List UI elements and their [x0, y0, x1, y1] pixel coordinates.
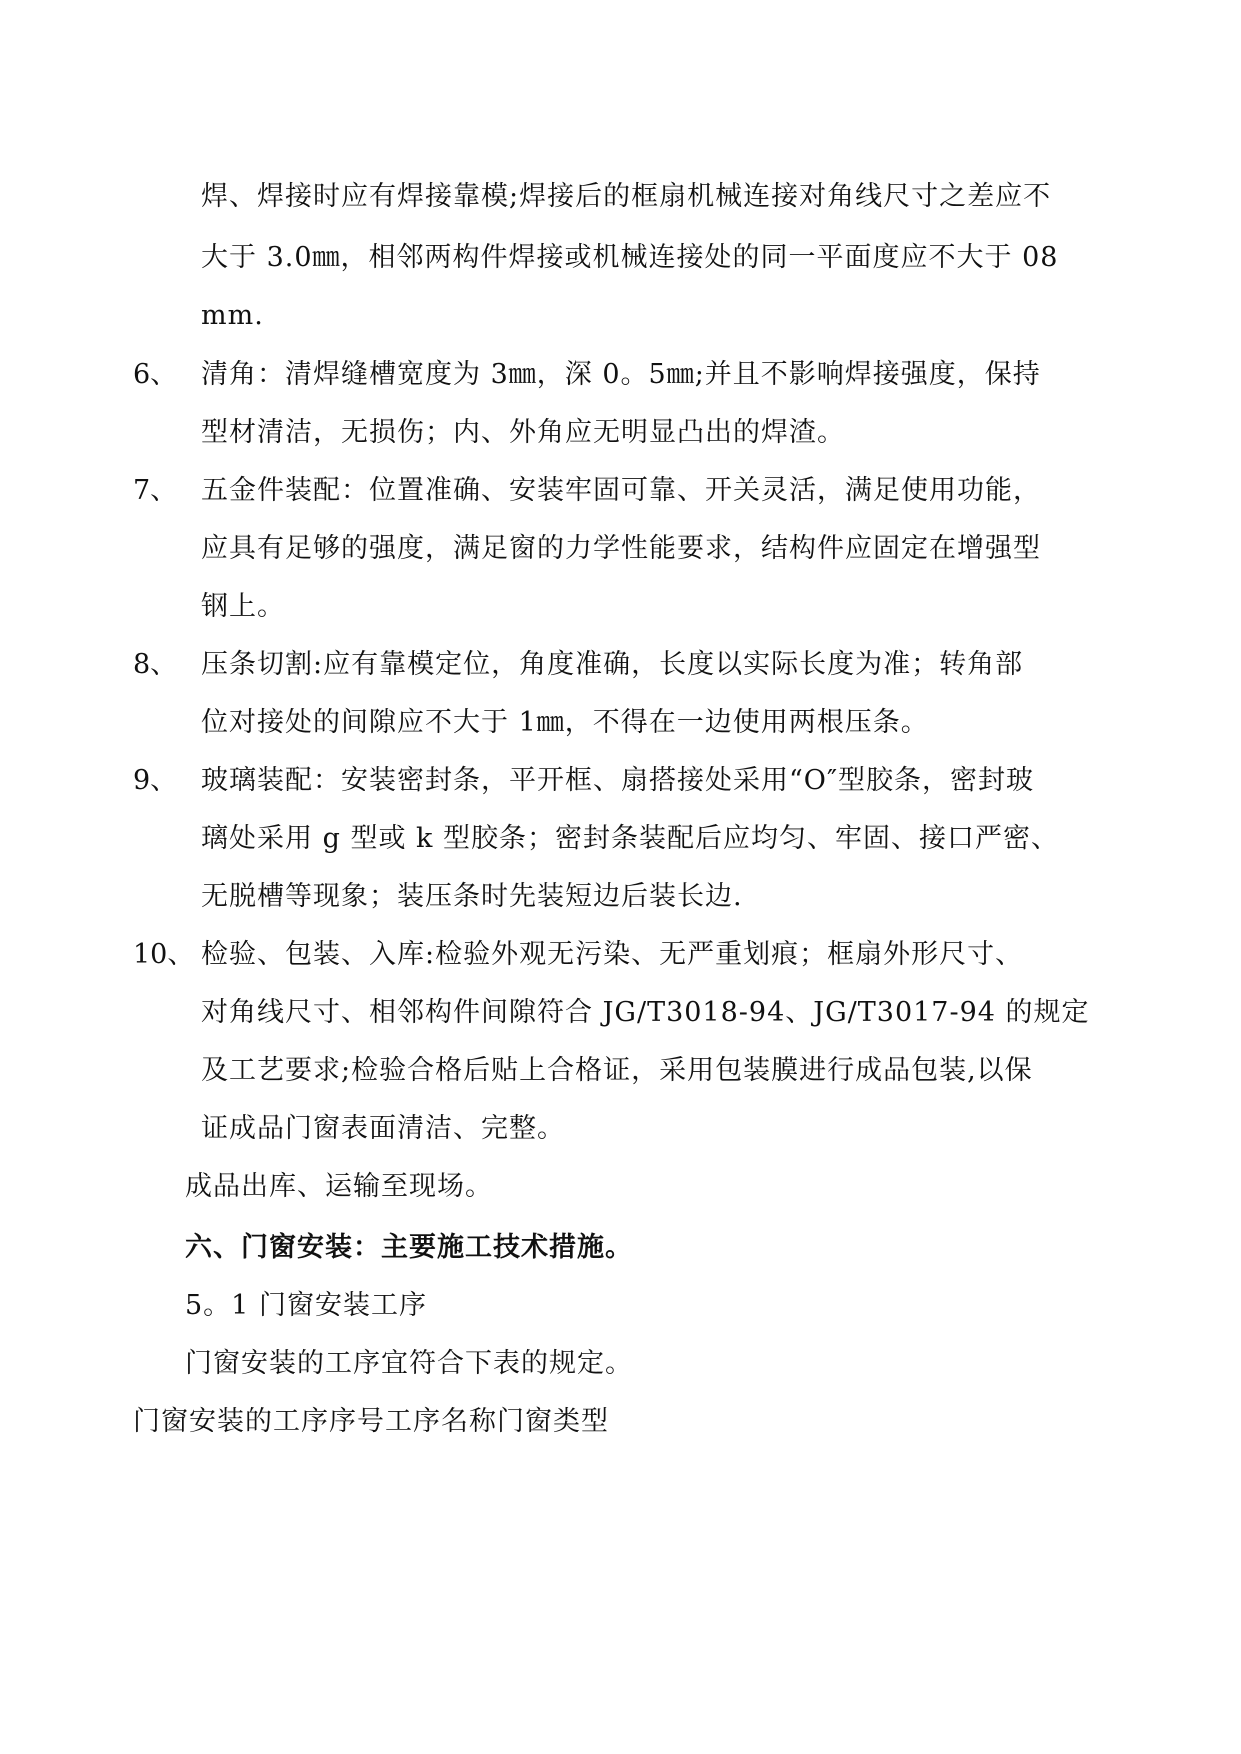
item-number: 6、	[133, 359, 178, 390]
text-line: 对角线尺寸、相邻构件间隙符合 JG/T3018-94、JG/T3017-94 的规定	[201, 997, 1090, 1028]
text-line: 压条切割:应有靠模定位，角度准确，长度以实际长度为准；转角部	[201, 649, 1024, 680]
paragraph: 成品出库、运输至现场。	[185, 1171, 493, 1202]
text-line: 证成品门窗表面清洁、完整。	[201, 1113, 565, 1144]
paragraph: 门窗安装的工序宜符合下表的规定。	[185, 1348, 633, 1379]
text-line: 清角：清焊缝槽宽度为 3㎜，深 0。5㎜;并且不影响焊接强度，保持	[201, 359, 1041, 390]
item-number: 7、	[133, 475, 178, 506]
text-line: 检验、包装、入库:检验外观无污染、无严重划痕；框扇外形尺寸、	[201, 939, 1024, 970]
item-number: 10、	[133, 939, 195, 970]
text-line: 五金件装配：位置准确、安装牢固可靠、开关灵活，满足使用功能，	[201, 475, 1041, 506]
text-line: 位对接处的间隙应不大于 1㎜，不得在一边使用两根压条。	[201, 707, 929, 738]
text-line: 璃处采用 g 型或 k 型胶条；密封条装配后应均匀、牢固、接口严密、	[201, 823, 1059, 854]
text-line: 钢上。	[201, 591, 285, 622]
text-line: 及工艺要求;检验合格后贴上合格证，采用包装膜进行成品包装,以保	[201, 1055, 1033, 1086]
text-line: 大于 3.0㎜，相邻两构件焊接或机械连接处的同一平面度应不大于 08	[201, 242, 1059, 273]
section-heading: 六、门窗安装：主要施工技术措施。	[185, 1232, 633, 1263]
subsection-title: 5。1 门窗安装工序	[185, 1290, 427, 1321]
text-line: mm.	[201, 300, 264, 331]
text-line: 焊、焊接时应有焊接靠模;焊接后的框扇机械连接对角线尺寸之差应不	[201, 181, 1052, 212]
text-line: 型材清洁，无损伤；内、外角应无明显凸出的焊渣。	[201, 417, 845, 448]
item-number: 8、	[133, 649, 178, 680]
text-line: 无脱槽等现象；装压条时先装短边后装长边.	[201, 881, 743, 912]
text-line: 玻璃装配：安装密封条，平开框、扇搭接处采用“O″型胶条，密封玻	[201, 765, 1035, 796]
item-number: 9、	[133, 765, 178, 796]
table-header-text: 门窗安装的工序序号工序名称门窗类型	[133, 1406, 609, 1437]
text-line: 应具有足够的强度，满足窗的力学性能要求，结构件应固定在增强型	[201, 533, 1041, 564]
